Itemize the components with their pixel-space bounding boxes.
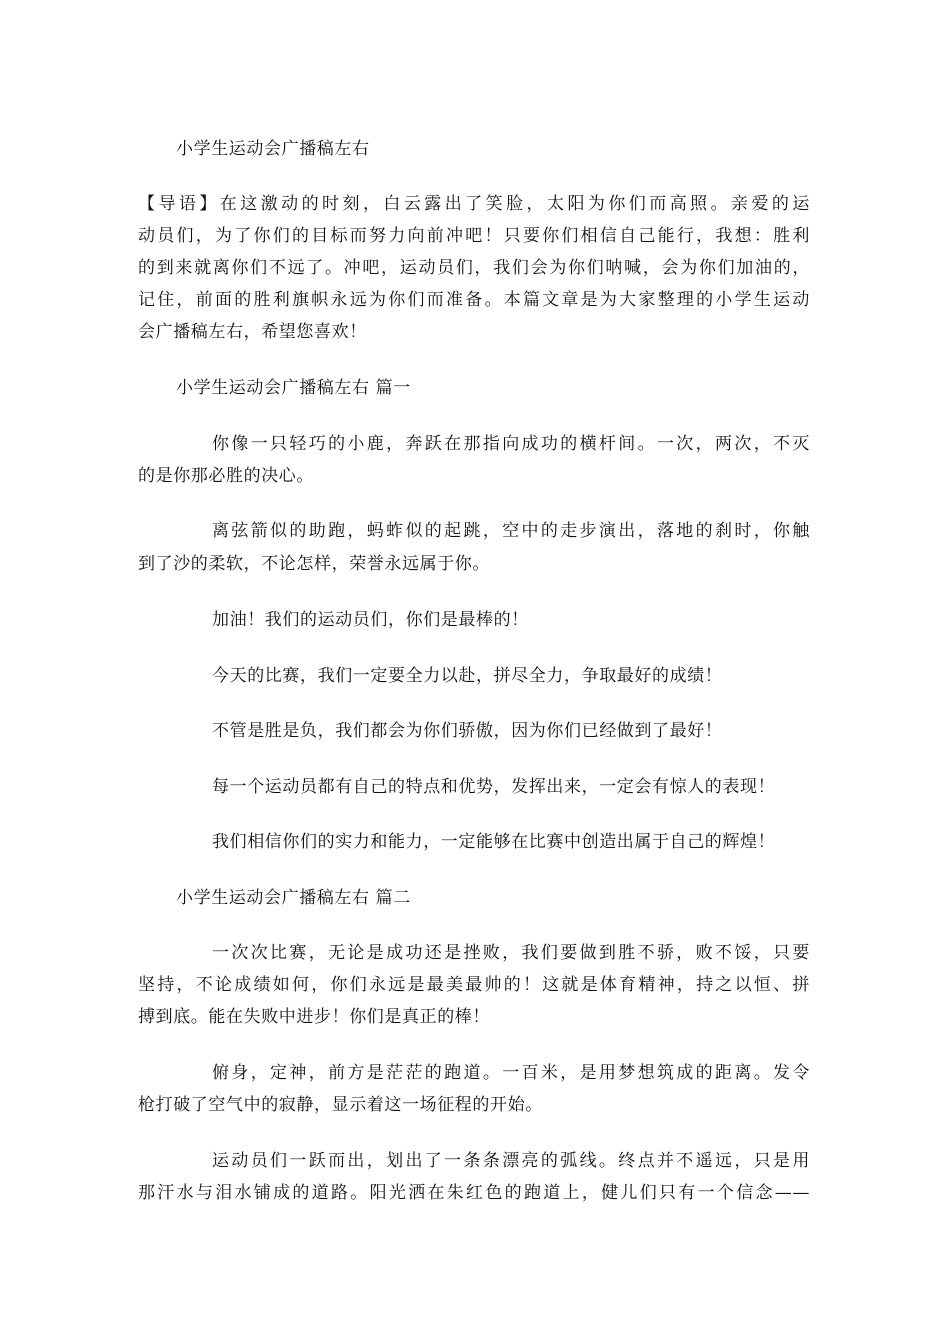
intro-line: 记住，前面的胜利旗帜永远为你们而准备。本篇文章是为大家整理的小学生运动 bbox=[138, 290, 810, 310]
paragraph-line: 一次次比赛，无论是成功还是挫败，我们要做到胜不骄，败不馁，只要 bbox=[212, 943, 810, 963]
paragraph-line: 加油！我们的运动员们，你们是最棒的！ bbox=[212, 610, 529, 630]
paragraph-line: 的是你那必胜的决心。 bbox=[138, 466, 314, 486]
paragraph-line: 今天的比赛，我们一定要全力以赴，拼尽全力，争取最好的成绩！ bbox=[212, 666, 723, 686]
intro-line: 的到来就离你们不远了。冲吧，运动员们，我们会为你们呐喊，会为你们加油的， bbox=[138, 258, 810, 278]
paragraph-line: 你像一只轻巧的小鹿，奔跃在那指向成功的横杆间。一次，两次，不灭 bbox=[212, 434, 810, 454]
intro-line: 会广播稿左右，希望您喜欢！ bbox=[138, 322, 367, 342]
paragraph-line: 我们相信你们的实力和能力，一定能够在比赛中创造出属于自己的辉煌！ bbox=[212, 832, 776, 852]
paragraph-line: 运动员们一跃而出，划出了一条条漂亮的弧线。终点并不遥远，只是用 bbox=[212, 1151, 810, 1171]
paragraph-line: 每一个运动员都有自己的特点和优势，发挥出来，一定会有惊人的表现！ bbox=[212, 777, 776, 797]
section-heading: 小学生运动会广播稿左右 篇一 bbox=[176, 378, 411, 398]
paragraph-line: 俯身，定神，前方是茫茫的跑道。一百米，是用梦想筑成的距离。发令 bbox=[212, 1063, 810, 1083]
paragraph-line: 到了沙的柔软，不论怎样，荣誉永远属于你。 bbox=[138, 554, 490, 574]
paragraph-line: 枪打破了空气中的寂静，显示着这一场征程的开始。 bbox=[138, 1095, 543, 1115]
intro-line: 动员们，为了你们的目标而努力向前冲吧！只要你们相信自己能行，我想：胜利 bbox=[138, 226, 810, 246]
paragraph-line: 搏到底。能在失败中进步！你们是真正的棒！ bbox=[138, 1007, 490, 1027]
paragraph-line: 离弦箭似的助跑，蚂蚱似的起跳，空中的走步演出，落地的刹时，你触 bbox=[212, 521, 810, 541]
intro-line: 【导语】在这激动的时刻，白云露出了笑脸，太阳为你们而高照。亲爱的运 bbox=[138, 194, 810, 214]
paragraph-line: 不管是胜是负，我们都会为你们骄傲，因为你们已经做到了最好！ bbox=[212, 721, 723, 741]
paragraph-line: 坚持，不论成绩如何，你们永远是最美最帅的！这就是体育精神，持之以恒、拼 bbox=[138, 975, 810, 995]
paragraph-line: 那汗水与泪水铺成的道路。阳光洒在朱红色的跑道上，健儿们只有一个信念—— bbox=[138, 1183, 810, 1203]
section-heading: 小学生运动会广播稿左右 篇二 bbox=[176, 888, 411, 908]
document-title: 小学生运动会广播稿左右 bbox=[176, 139, 370, 159]
